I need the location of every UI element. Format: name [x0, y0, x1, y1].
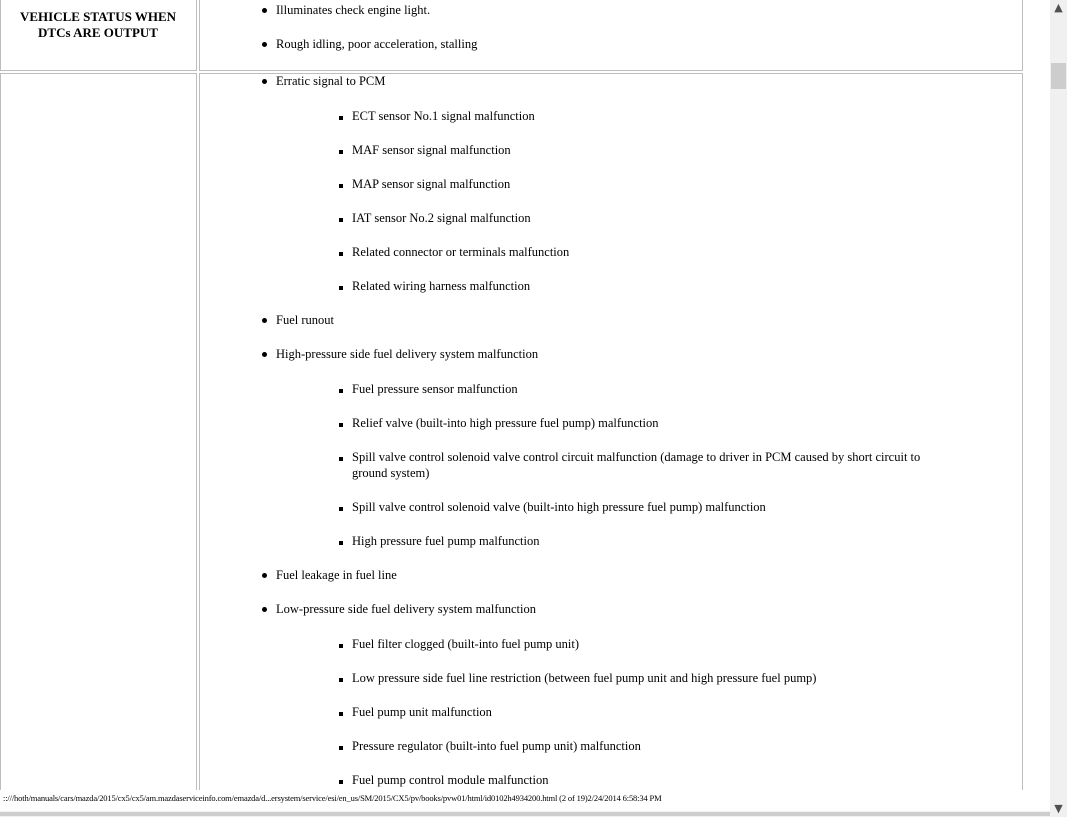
print-footer-url: ::///hoth/manuals/cars/mazda/2015/cx5/cx5/am.mazdaserviceinfo.com/emazda/d...ersystem/service/esi/en_us/SM/2015/CX5/pv/books/pvw01/html/id0102h4934200.html (2 of 19)2/24/2014 6:58:34 PM: [3, 793, 662, 803]
vehicle-status-heading: VEHICLE STATUS WHEN DTCs ARE OUTPUT: [19, 9, 177, 40]
cause-item: Low-pressure side fuel delivery system malfunction: [276, 602, 536, 616]
horizontal-scroll-thumb[interactable]: [0, 812, 1050, 816]
bullet-square: [339, 252, 343, 256]
sub-cause-item: ECT sensor No.1 signal malfunction: [352, 109, 535, 123]
sub-cause-item: MAP sensor signal malfunction: [352, 177, 511, 191]
sub-cause-item: Pressure regulator (built-into fuel pump unit) malfunction: [352, 739, 641, 753]
bullet-square: [339, 712, 343, 716]
bullet-square: [339, 184, 343, 188]
sub-cause-item: Related wiring harness malfunction: [352, 279, 531, 293]
cause-item: Fuel runout: [276, 313, 334, 327]
bullet-square: [339, 286, 343, 290]
bullet-square: [339, 644, 343, 648]
bullet-square: [339, 389, 343, 393]
sub-cause-item: High pressure fuel pump malfunction: [352, 534, 540, 548]
bullet-square: [339, 678, 343, 682]
bullet-dot: [262, 352, 267, 357]
sub-cause-item: Low pressure side fuel line restriction (between fuel pump unit and high pressure fuel pump): [352, 671, 817, 685]
sub-cause-item: Related connector or terminals malfunction: [352, 245, 570, 259]
bullet-dot: [262, 318, 267, 323]
sub-cause-item: Fuel pump control module malfunction: [352, 773, 549, 787]
sub-cause-item: Fuel filter clogged (built-into fuel pump unit): [352, 637, 580, 651]
bullet-square: [339, 746, 343, 750]
bullet-square: [339, 457, 343, 461]
cause-item: High-pressure side fuel delivery system malfunction: [276, 347, 539, 361]
bullet-square: [339, 541, 343, 545]
status-item: Rough idling, poor acceleration, stalling: [276, 37, 478, 51]
bullet-square: [339, 218, 343, 222]
bullet-dot: [262, 607, 267, 612]
bullet-square: [339, 116, 343, 120]
bullet-dot: [262, 573, 267, 578]
vertical-scroll-thumb[interactable]: [1051, 63, 1066, 89]
sub-cause-item: IAT sensor No.2 signal malfunction: [352, 211, 531, 225]
bullet-square: [339, 507, 343, 511]
sub-cause-item: Fuel pump unit malfunction: [352, 705, 492, 719]
bullet-square: [339, 423, 343, 427]
bullet-square: [339, 150, 343, 154]
bullet-square: [339, 780, 343, 784]
sub-cause-item: Spill valve control solenoid valve (built-into high pressure fuel pump) malfunction: [352, 500, 766, 514]
bullet-dot: [262, 42, 267, 47]
empty-label-cell: [0, 73, 197, 790]
cause-item: Erratic signal to PCM: [276, 74, 386, 88]
scroll-up-arrow-icon[interactable]: ▲: [1054, 1, 1063, 14]
scroll-down-arrow-icon[interactable]: ▼: [1054, 802, 1063, 815]
sub-cause-item: Fuel pressure sensor malfunction: [352, 382, 518, 396]
vertical-scrollbar[interactable]: [1050, 0, 1067, 817]
bullet-dot: [262, 79, 267, 84]
cause-item: Fuel leakage in fuel line: [276, 568, 397, 582]
sub-cause-item: Spill valve control solenoid valve control circuit malfunction (damage to driver in PCM caused by short circuit to ground system): [352, 450, 921, 480]
bullet-dot: [262, 8, 267, 13]
status-item: Illuminates check engine light.: [276, 3, 431, 17]
sub-cause-item: Relief valve (built-into high pressure fuel pump) malfunction: [352, 416, 659, 430]
sub-cause-item: MAF sensor signal malfunction: [352, 143, 511, 157]
